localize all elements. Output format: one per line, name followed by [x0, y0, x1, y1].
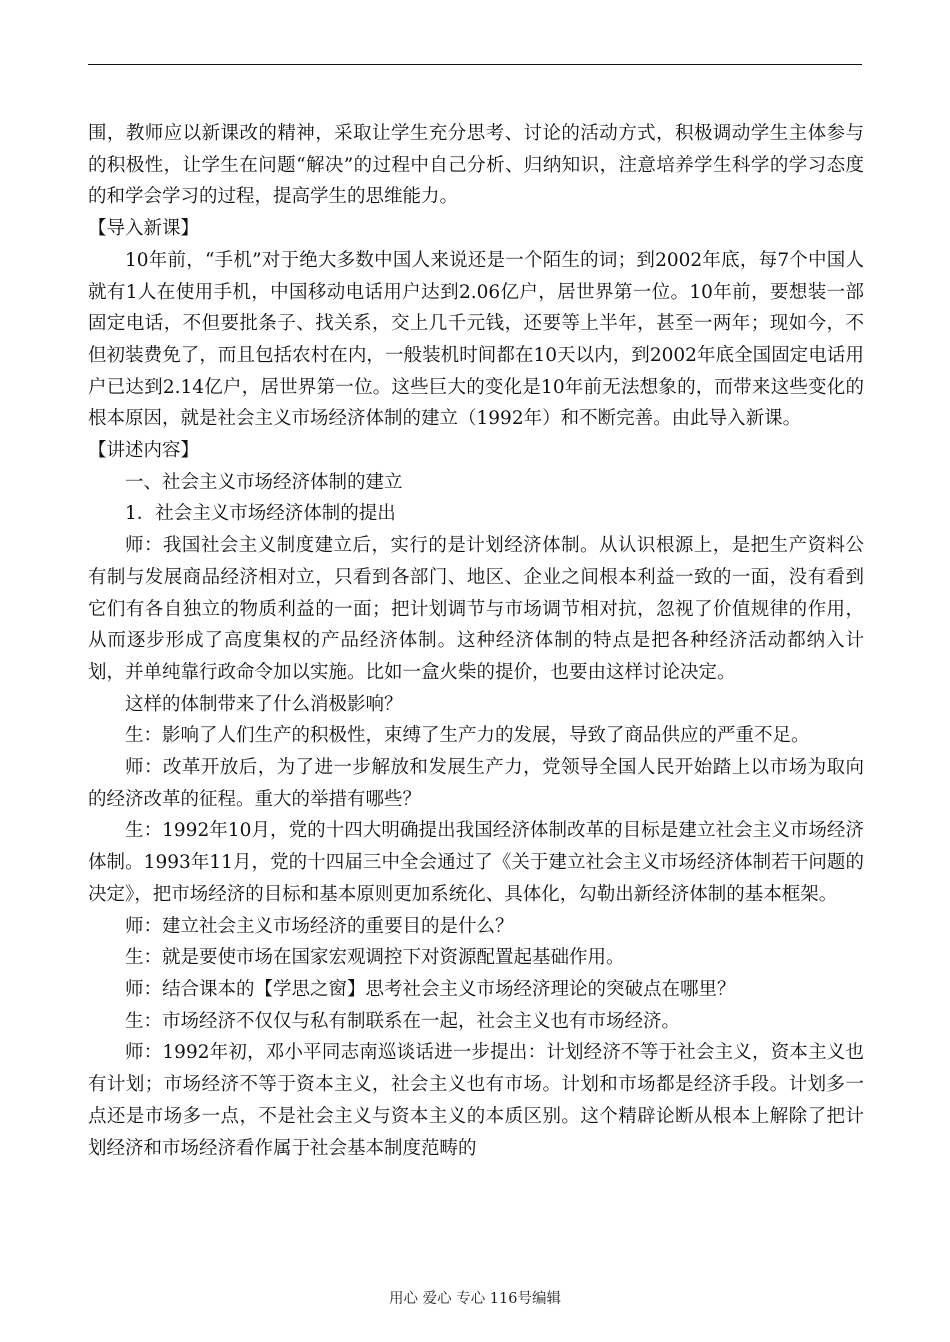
paragraph-continuation: 围，教师应以新课改的精神，采取让学生充分思考、讨论的活动方式，积极调动学生主体参与的积极性，让学生在问题“解决”的过程中自己分析、归纳知识，注意培养学生科学的学习态度的和学会学习的过程，提高学生的思维能力。 — [88, 123, 864, 208]
paragraph-teacher-3: 师：建立社会主义市场经济的重要目的是什么？ — [125, 915, 514, 937]
page-footer: 用心 爱心 专心 116号编辑 — [388, 1291, 561, 1307]
paragraph-teacher-4: 师：结合课本的【学思之窗】思考社会主义市场经济理论的突破点在哪里？ — [125, 978, 736, 1000]
paragraph-teacher-2: 师：改革开放后，为了进一步解放和发展生产力，党领导全国人民开始踏上以市场为取向的经济改革的征程。重大的举措有哪些？ — [88, 757, 864, 810]
header-rule — [88, 64, 862, 65]
paragraph-teacher-5: 师：1992年初，邓小平同志南巡谈话进一步提出：计划经济不等于社会主义，资本主义也有计划；市场经济不等于资本主义，社会主义也有市场。计划和市场都是经济手段。计划多一点还是市场多一点，不是社会主义与资本主义的本质区别。这个精辟论断从根本上解除了把计划经济和市场经济看作属于社会基本制度范畴的 — [88, 1042, 864, 1159]
document-body — [88, 118, 864, 1164]
paragraph-question-1: 这样的体制带来了什么消极影响？ — [125, 693, 403, 715]
subheading-section-one: 一、社会主义市场经济体制的建立 — [125, 471, 403, 493]
paragraph-student-1: 生：影响了人们生产的积极性，束缚了生产力的发展，导致了商品供应的严重不足。 — [125, 725, 810, 747]
subheading-point-one: 1．社会主义市场经济体制的提出 — [125, 503, 396, 525]
paragraph-intro: 10年前，“手机”对于绝大多数中国人来说还是一个陌生的词；到2002年底，每7个中国人就有1人在使用手机，中国移动电话用户达到2.06亿户，居世界第一位。10年前，要想装一部固定电话，不但要批条子、找关系，交上几千元钱，还要等上半年，甚至一两年；现如今，不但初装费免了，而且包括农村在内，一般装机时间都在10天以内，到2002年底全国固定电话用户已达到2.14亿户，居世界第一位。这些巨大的变化是10年前无法想象的，而带来这些变化的根本原因，就是社会主义市场经济体制的建立（1992年）和不断完善。由此导入新课。 — [88, 249, 864, 430]
paragraph-student-4: 生：市场经济不仅仅与私有制联系在一起，社会主义也有市场经济。 — [125, 1010, 681, 1032]
paragraph-student-2: 生：1992年10月，党的十四大明确提出我国经济体制改革的目标是建立社会主义市场经济体制。1993年11月，党的十四届三中全会通过了《关于建立社会主义市场经济体制若干问题的决定》，把市场经济的目标和基本原则更加系统化、具体化，勾勒出新经济体制的基本框架。 — [88, 820, 864, 905]
paragraph-teacher-1: 师：我国社会主义制度建立后，实行的是计划经济体制。从认识根源上，是把生产资料公有制与发展商品经济相对立，只看到各部门、地区、企业之间根本利益一致的一面，没有看到它们有各自独立的物质利益的一面；把计划调节与市场调节相对抗，忽视了价值规律的作用，从而逐步形成了高度集权的产品经济体制。这种经济体制的特点是把各种经济活动都纳入计划，并单纯靠行政命令加以实施。比如一盒火柴的提价，也要由这样讨论决定。 — [88, 535, 864, 683]
paragraph-student-3: 生：就是要使市场在国家宏观调控下对资源配置起基础作用。 — [125, 947, 625, 969]
section-heading-intro: 【导入新课】 — [88, 218, 200, 240]
section-heading-content: 【讲述内容】 — [88, 440, 200, 462]
